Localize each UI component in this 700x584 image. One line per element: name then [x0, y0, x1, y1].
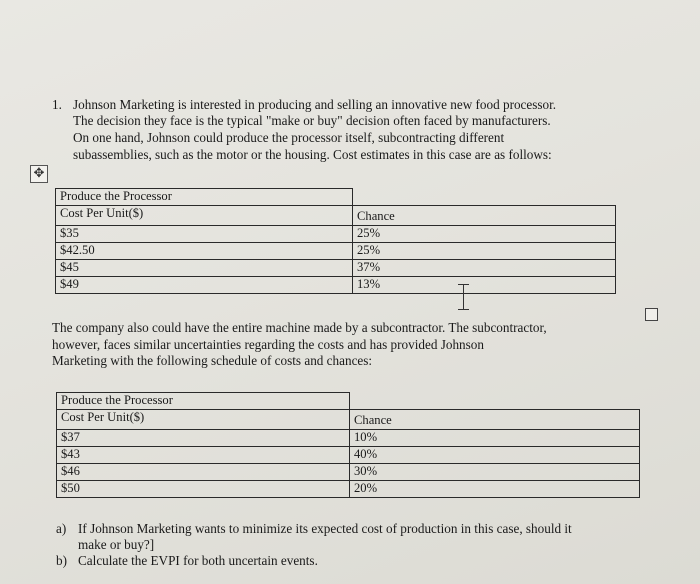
cost-cell: $35 [56, 226, 353, 243]
table-row [57, 393, 640, 410]
chance-cell: 10% [350, 430, 640, 447]
square-icon[interactable] [645, 308, 658, 321]
part-b-label: b) [56, 553, 67, 568]
cost-cell: $42.50 [56, 243, 353, 260]
move-handle-icon[interactable]: ✥ [30, 165, 48, 183]
chance-cell: 37% [353, 260, 616, 277]
table-row [57, 447, 640, 464]
question-number: 1. [52, 97, 62, 112]
intro-line-3: On one hand, Johnson could produce the processor itself, subcontracting different [73, 130, 505, 145]
table-row [57, 464, 640, 481]
table-row [57, 410, 640, 430]
chance-cell: 25% [353, 226, 616, 243]
middle-line-3: Marketing with the following schedule of costs and chances: [52, 353, 373, 368]
table-title-cell: Produce the Processor [57, 393, 350, 410]
intro-line-4: subassemblies, such as the motor or the housing. Cost estimates in this case are as follows: [73, 147, 552, 162]
table-row [57, 481, 640, 498]
part-a-label: a) [56, 521, 67, 536]
chance-cell: 30% [350, 464, 640, 481]
chance-cell: 25% [353, 243, 616, 260]
cost-table-buy [56, 392, 640, 498]
middle-line-2: however, faces similar uncertainties regarding the costs and has provided Johnson [52, 337, 484, 352]
middle-line-1: The company also could have the entire machine made by a subcontractor. The subcontractor, [52, 320, 547, 335]
part-a-line-2: make or buy?] [78, 537, 155, 552]
table-row [56, 277, 616, 294]
cost-cell: $43 [57, 447, 350, 464]
column-header-chance: Chance [350, 410, 640, 430]
cost-cell: $49 [56, 277, 353, 294]
cost-cell: $45 [56, 260, 353, 277]
table-row [56, 260, 616, 277]
text-cursor-icon [463, 284, 464, 310]
text-cursor-top [458, 284, 469, 285]
cost-cell: $37 [57, 430, 350, 447]
part-a-line-1: If Johnson Marketing wants to minimize its expected cost of production in this case, should it [78, 521, 572, 536]
chance-cell: 13% [353, 277, 616, 294]
intro-line-1: Johnson Marketing is interested in producing and selling an innovative new food processor. [73, 97, 557, 112]
part-b-line-1: Calculate the EVPI for both uncertain events. [78, 553, 318, 568]
chance-cell: 40% [350, 447, 640, 464]
table-row [57, 430, 640, 447]
cost-cell: $50 [57, 481, 350, 498]
table-row [56, 226, 616, 243]
chance-cell: 20% [350, 481, 640, 498]
cost-table-make [55, 188, 616, 294]
column-header-cost: Cost Per Unit($) [57, 410, 350, 430]
intro-line-2: The decision they face is the typical "make or buy" decision often faced by manufacturers. [73, 113, 551, 128]
cost-cell: $46 [57, 464, 350, 481]
text-cursor-bottom [458, 309, 469, 310]
column-header-cost: Cost Per Unit($) [56, 206, 353, 226]
table-row [56, 189, 616, 206]
table-title-cell: Produce the Processor [56, 189, 353, 206]
table-row [56, 243, 616, 260]
table-row [56, 206, 616, 226]
column-header-chance: Chance [353, 206, 616, 226]
